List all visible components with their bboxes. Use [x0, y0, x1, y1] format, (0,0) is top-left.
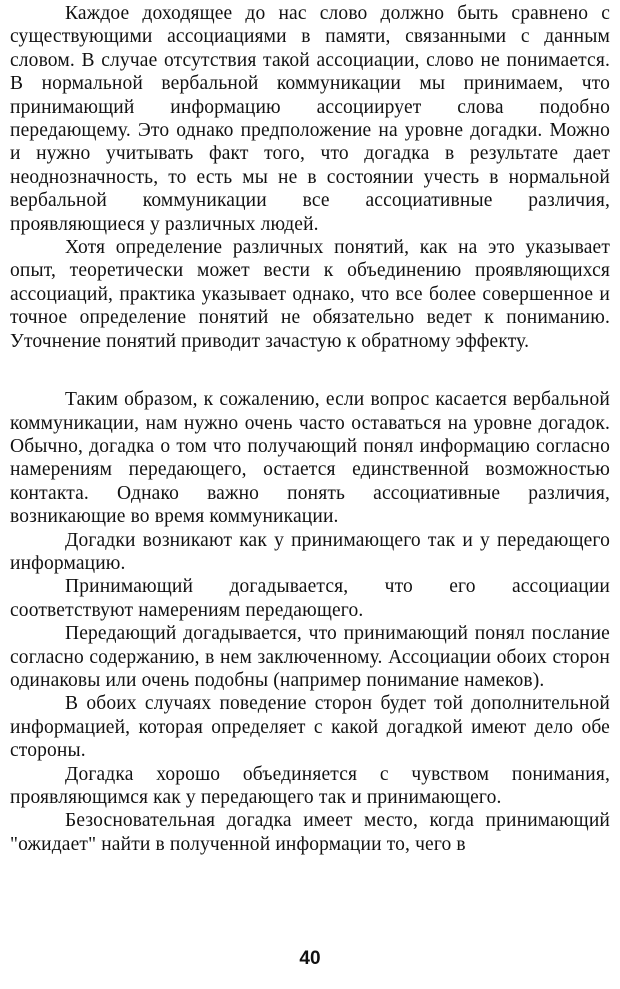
body-text — [10, 2, 610, 856]
paragraph: Безосновательная догадка имеет место, когда принимающий "ожидает" найти в полученной информации то, чего в — [10, 810, 610, 855]
paragraph: В обоих случаях поведение сторон будет той дополнительной информацией, которая определяет с какой догадкой имеют дело обе стороны. — [10, 693, 610, 762]
paragraph: Принимающий догадывается, что его ассоциации соответствуют намерениям передающего. — [10, 576, 610, 621]
paragraph: Хотя определение различных понятий, как на это указывает опыт, теоретически может вести к объединению проявляющихся ассоциаций, практика указывает однако, что все более совершенное и точное определение понятий не обязательно ведет к пониманию. Уточнение понятий приводит зачастую к обратному эффекту. — [10, 237, 610, 352]
paragraph: Таким образом, к сожалению, если вопрос касается вербальной коммуникации, нам нужно очень часто оставаться на уровне догадок. Обычно, догадка о том что получающий понял информацию согласно намерениям передающего, остается единственной возможностью контакта. Однако важно понять ассоциативные различия, возникающие во время коммуникации. — [10, 389, 610, 528]
paragraph: Передающий догадывается, что принимающий понял послание согласно содержанию, в нем заключенному. Ассоциации обоих сторон одинаковы или очень подобны (например понимание намеков). — [10, 623, 610, 691]
paragraph: Каждое доходящее до нас слово должно быть сравнено с существующими ассоциациями в памяти, связанными с данным словом. В случае отсутствия такой ассоциации, слово не понимается. В нормальной вербальной коммуникации мы принимаем, что принимающий информацию ассоциирует слова подобно передающему. Это однако предположение на уровне догадки. Можно и нужно учитывать факт того, что догадка в результате дает неоднозначность, то есть мы не в состоянии учесть в нормальной вербальной коммуникации все ассоциативные различия, проявляющиеся у различных людей. — [10, 3, 610, 235]
page-number: 40 — [299, 948, 321, 969]
paragraph: Догадка хорошо объединяется с чувством понимания, проявляющимся как у передающего так и принимающего. — [10, 763, 610, 808]
paragraph: Догадки возникают как у принимающего так и у передающего информацию. — [10, 529, 610, 574]
